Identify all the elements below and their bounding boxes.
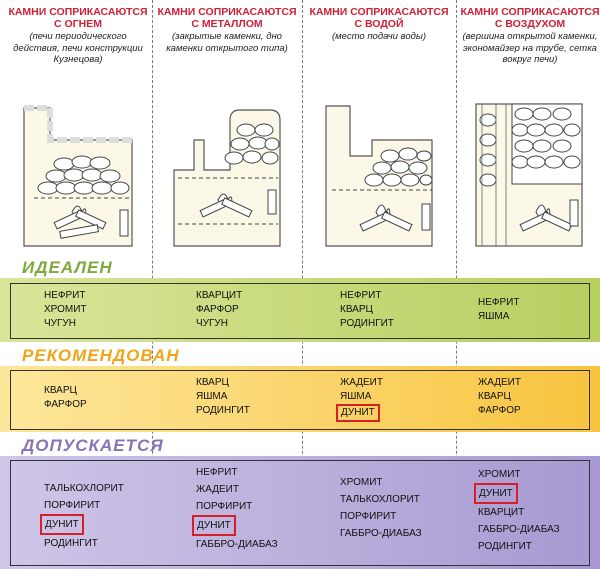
stone-list [340, 289, 394, 331]
stove-air-illustration [470, 100, 590, 250]
stone-name: ФАРФОР [478, 405, 521, 416]
stove-fire-illustration [20, 100, 140, 250]
category-label: ДОПУСКАЕТСЯ [22, 436, 164, 455]
column-title: КАМНИ СОПРИКАСАЮТСЯ С ВОЗДУХОМ [460, 6, 600, 30]
stone-list [478, 376, 521, 418]
stone-name: ФАРФОР [196, 304, 239, 315]
stone-name: ГАББРО-ДИАБАЗ [340, 528, 422, 539]
stone-name: ЯШМА [196, 391, 228, 402]
category-permitted [0, 434, 600, 569]
stone-name: ЖАДЕИТ [478, 377, 521, 388]
stone-name: РОДИНГИТ [340, 318, 394, 329]
stone-name: ЖАДЕИТ [196, 484, 239, 495]
stone-name: ПОРФИРИТ [340, 511, 397, 522]
stone-list [340, 376, 383, 422]
column-title: КАМНИ СОПРИКАСАЮТСЯ С МЕТАЛЛОМ [157, 6, 297, 30]
stone-name: ХРОМИТ [478, 469, 521, 480]
stone-name: ГАББРО-ДИАБАЗ [196, 539, 278, 550]
column-subtitle: (печи периодического действия, печи конструкции Кузнецова) [13, 31, 143, 65]
stone-name: ГАББРО-ДИАБАЗ [478, 524, 560, 535]
stone-list [196, 376, 250, 418]
column-subtitle: (вершина открытой каменки, экономайзер на трубе, сетка вокруг печи) [462, 31, 598, 65]
stone-name: ХРОМИТ [340, 477, 383, 488]
stone-name: ТАЛЬКОХЛОРИТ [44, 483, 124, 494]
stone-name: КВАРЦ [44, 385, 77, 396]
stone-name: ТАЛЬКОХЛОРИТ [340, 494, 420, 505]
column-header-metal [157, 6, 297, 54]
stone-name: НЕФРИТ [44, 290, 86, 301]
highlighted-stone-name: ДУНИТ [40, 514, 84, 535]
stone-name: ЯШМА [340, 391, 372, 402]
column-header-air [460, 6, 600, 66]
column-title: КАМНИ СОПРИКАСАЮТСЯ С ОГНЕМ [8, 6, 148, 30]
stone-name: КВАРЦ [340, 304, 373, 315]
stone-name: НЕФРИТ [340, 290, 382, 301]
stone-list [44, 480, 124, 552]
stone-name: ЧУГУН [196, 318, 229, 329]
stone-name: ФАРФОР [44, 399, 87, 410]
category-label: РЕКОМЕНДОВАН [22, 346, 180, 365]
stone-name: РОДИНГИТ [44, 538, 98, 549]
column-subtitle: (место подачи воды) [331, 31, 427, 42]
column-header-fire [8, 6, 148, 66]
stone-name: ПОРФИРИТ [196, 501, 253, 512]
stone-name: КВАРЦИТ [196, 290, 243, 301]
stone-list [196, 464, 278, 553]
stone-name: КВАРЦ [478, 391, 511, 402]
stove-metal-illustration [170, 100, 290, 250]
stone-list [44, 384, 87, 412]
stone-list [340, 474, 422, 542]
highlighted-stone-name: ДУНИТ [474, 483, 518, 504]
stone-list [478, 296, 519, 324]
category-ideal [0, 256, 600, 342]
stone-list [44, 289, 87, 331]
column-title: КАМНИ СОПРИКАСАЮТСЯ С ВОДОЙ [309, 6, 449, 30]
highlighted-stone-name: ДУНИТ [192, 515, 236, 536]
highlighted-stone-name: ДУНИТ [336, 404, 380, 422]
stone-name: НЕФРИТ [478, 297, 520, 308]
stone-name: ЧУГУН [44, 318, 77, 329]
stone-name: НЕФРИТ [196, 467, 238, 478]
column-subtitle: (закрытые каменки, дно каменки открытого типа) [166, 31, 288, 54]
category-recommended [0, 346, 600, 434]
column-header-water [309, 6, 449, 43]
stove-water-illustration [320, 100, 440, 250]
stone-name: РОДИНГИТ [196, 405, 250, 416]
stone-name: РОДИНГИТ [478, 541, 532, 552]
stone-name: ЯШМА [478, 311, 510, 322]
stone-list [478, 466, 560, 555]
stone-name: КВАРЦИТ [478, 507, 525, 518]
stone-name: КВАРЦ [196, 377, 229, 388]
stone-name: ПОРФИРИТ [44, 500, 101, 511]
stone-list [196, 289, 242, 331]
stone-name: ХРОМИТ [44, 304, 87, 315]
stone-name: ЖАДЕИТ [340, 377, 383, 388]
category-label: ИДЕАЛЕН [22, 258, 113, 277]
